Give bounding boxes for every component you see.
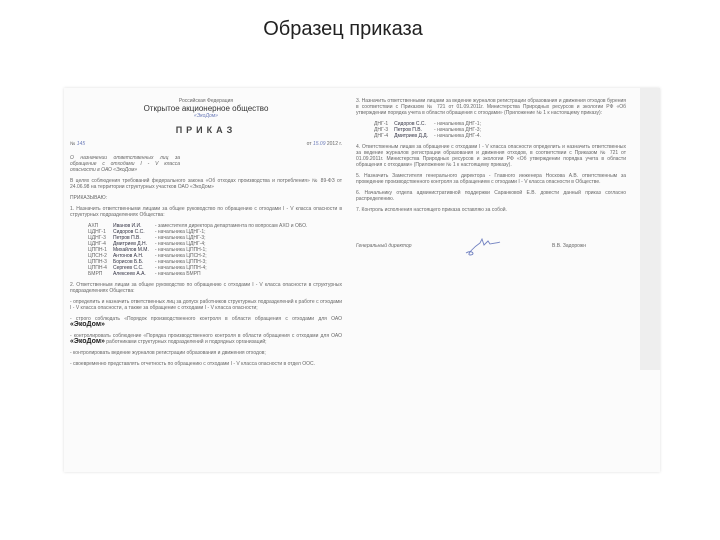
staff-role: - начальника ЦППН-4; (154, 265, 207, 271)
staff-name: Сидоров С.С. (112, 229, 145, 235)
staff-unit: ЦДНГ-4 (88, 241, 106, 247)
paragraph-2: 2. Ответственным лицам за общее руководство по обращению с отходами I - V класса опасности в структурных подразделениях Общества: (70, 282, 342, 294)
order-subject: О назначении ответственных лиц за обращение с отходами I - V класса опасности в ОАО «ЭкоДом» (70, 155, 180, 173)
number-label: № (70, 141, 76, 147)
staff-name: Сидоров С.С. (394, 121, 426, 127)
paragraph-6: 6. Начальнику отдела административной поддержки Саранковой Е.В. довести данный приказ согласно распределению. (356, 190, 626, 202)
signer-title: Генеральный директор (356, 243, 412, 249)
staff-unit: ЦППН-1 (88, 247, 107, 253)
organization: Открытое акционерное общество (143, 104, 269, 113)
staff-unit: ЦДНГ-3 (88, 235, 106, 241)
staff-table-2 (374, 121, 487, 139)
document-page-left (70, 98, 342, 372)
staff-unit: ДНГ-4 (374, 133, 389, 139)
staff-name: Сергеев С.С. (112, 265, 144, 271)
p2-item: - контролировать ведение журналов регистрации образования и движения отходов; (70, 350, 266, 356)
staff-name: Петров П.В. (394, 127, 422, 133)
staff-name: Дмитриев Д.Н. (112, 241, 148, 247)
staff-unit: ДНГ-1 (374, 121, 389, 127)
slide-title: Образец приказа (263, 18, 423, 40)
order-date: 15.09 (312, 141, 326, 147)
p2-item: - определить и назначить ответственных лиц за допуск работников структурных подразделений к работе с отходами I - V класса опасности, а также за обращение с отходами I - V класса опасности; (70, 299, 342, 311)
staff-name: Дмитриев Д.Д. (394, 133, 429, 139)
paragraph-1: 1. Назначить ответственными лицами за общее руководство по обращению с отходами I - V класса опасности в структурных подразделениях Общества: (70, 206, 342, 218)
staff-name: Петров П.В. (112, 235, 141, 241)
number-date-row (70, 141, 342, 147)
staff-unit: ЦПСН-2 (88, 253, 107, 259)
staff-name: Антонов А.Н. (112, 253, 144, 259)
order-document-scan (64, 88, 660, 472)
organization-name: «ЭкоДом» (194, 113, 218, 119)
intro: В целях соблюдения требований федерального закона «Об отходах производства и потребления» № 89-ФЗ от 24.06.98 на территории структурных участков ОАО «ЭкоДом» (70, 178, 342, 190)
order-word: ПРИКАЗЫВАЮ: (70, 195, 108, 201)
staff-unit: ЦППН-4 (88, 265, 107, 271)
staff-role: - начальника ЦППН-1; (154, 247, 207, 253)
staff-name: Михайлов М.М. (112, 247, 149, 253)
paragraph-5: 5. Назначить Заместителя генерального директора - Главного инженера Носкова А.В. ответственным за проведение производственного контроля за обращением с отходами I - V класса опасности в Обществе. (356, 173, 626, 185)
paragraph-4: 4. Ответственным лицам за обращение с отходами I - V класса опасности определить и назначить ответственных за ведение журналов регистрации образования и движения отходов, в соответствии с Приказом № 721 от 01.09.2011г. Министерства Природных ресурсов и экологии РФ «Об утверждении порядка учета в области обращения с отходами» (Приложение № 1 к настоящему приказу). (356, 144, 626, 168)
signer-name: В.В. Задорожн (552, 243, 586, 249)
staff-unit: ЦППН-3 (88, 259, 107, 265)
p2-item: - своевременно представлять отчетность по обращению с отходами I - V класса опасности в отдел ООС. (70, 361, 315, 367)
staff-role: - начальника ЦПСН-2; (154, 253, 207, 259)
staff-role: - заместителя директора департамента по вопросам АХО и ОБО. (154, 223, 308, 229)
staff-name: Иванов И.И. (112, 223, 142, 229)
staff-role: - начальника ЦППН-3; (154, 259, 207, 265)
staff-role: - начальника ДНГ-3; (434, 127, 481, 133)
order-number: 145 (76, 141, 86, 147)
document-heading: ПРИКАЗ (175, 125, 237, 135)
staff-name: Алексеев А.А. (112, 271, 146, 277)
staff-role: - начальника ЦДНГ-3; (154, 235, 206, 241)
staff-table (88, 223, 313, 277)
p2-item: - контролировать соблюдение «Порядка производственного контроля в области обращения с отходами для ОАО «ЭкоДом» работниками структурных подразделений и подрядных организаций; (70, 333, 342, 345)
staff-name: Борисов Б.Б. (112, 259, 144, 265)
staff-role: - начальника ДНГ-4. (434, 133, 481, 139)
signature-block (356, 235, 626, 257)
staff-role: - начальника ЦДНГ-1; (154, 229, 206, 235)
paragraph-7: 7. Контроль исполнения настоящего приказа оставляю за собой. (356, 207, 507, 213)
paragraph-3: 3. Назначить ответственными лицами за ведение журналов регистрации образования и движения отходов бурения в соответствии с Приказом № 721 от 01.09.2011г. Министерства Природных ресурсов и экологии РФ «Об утверждении порядка учета в области обращения с отходами» (Приложение № 1 к настоящему приказу): (356, 98, 626, 116)
staff-role: - начальника БМРП (154, 271, 201, 277)
document-page-right (356, 98, 626, 257)
scan-margin (640, 88, 660, 370)
staff-role: - начальника ЦДНГ-4; (154, 241, 206, 247)
staff-unit: АХП (88, 223, 99, 229)
staff-row (88, 271, 313, 277)
staff-role: - начальника ДНГ-1; (434, 121, 481, 127)
staff-unit: ДНГ-3 (374, 127, 389, 133)
staff-unit: БМРП (88, 271, 103, 277)
staff-unit: ЦДНГ-1 (88, 229, 106, 235)
date-label: от (306, 141, 312, 147)
country: Российская Федерация (178, 98, 234, 104)
signature-icon (462, 235, 502, 257)
staff-row (374, 133, 487, 139)
p2-item: - строго соблюдать «Порядок производственного контроля в области обращения с отходами для ОАО «ЭкоДом» (70, 316, 342, 328)
order-year: 2012 г. (326, 141, 342, 147)
